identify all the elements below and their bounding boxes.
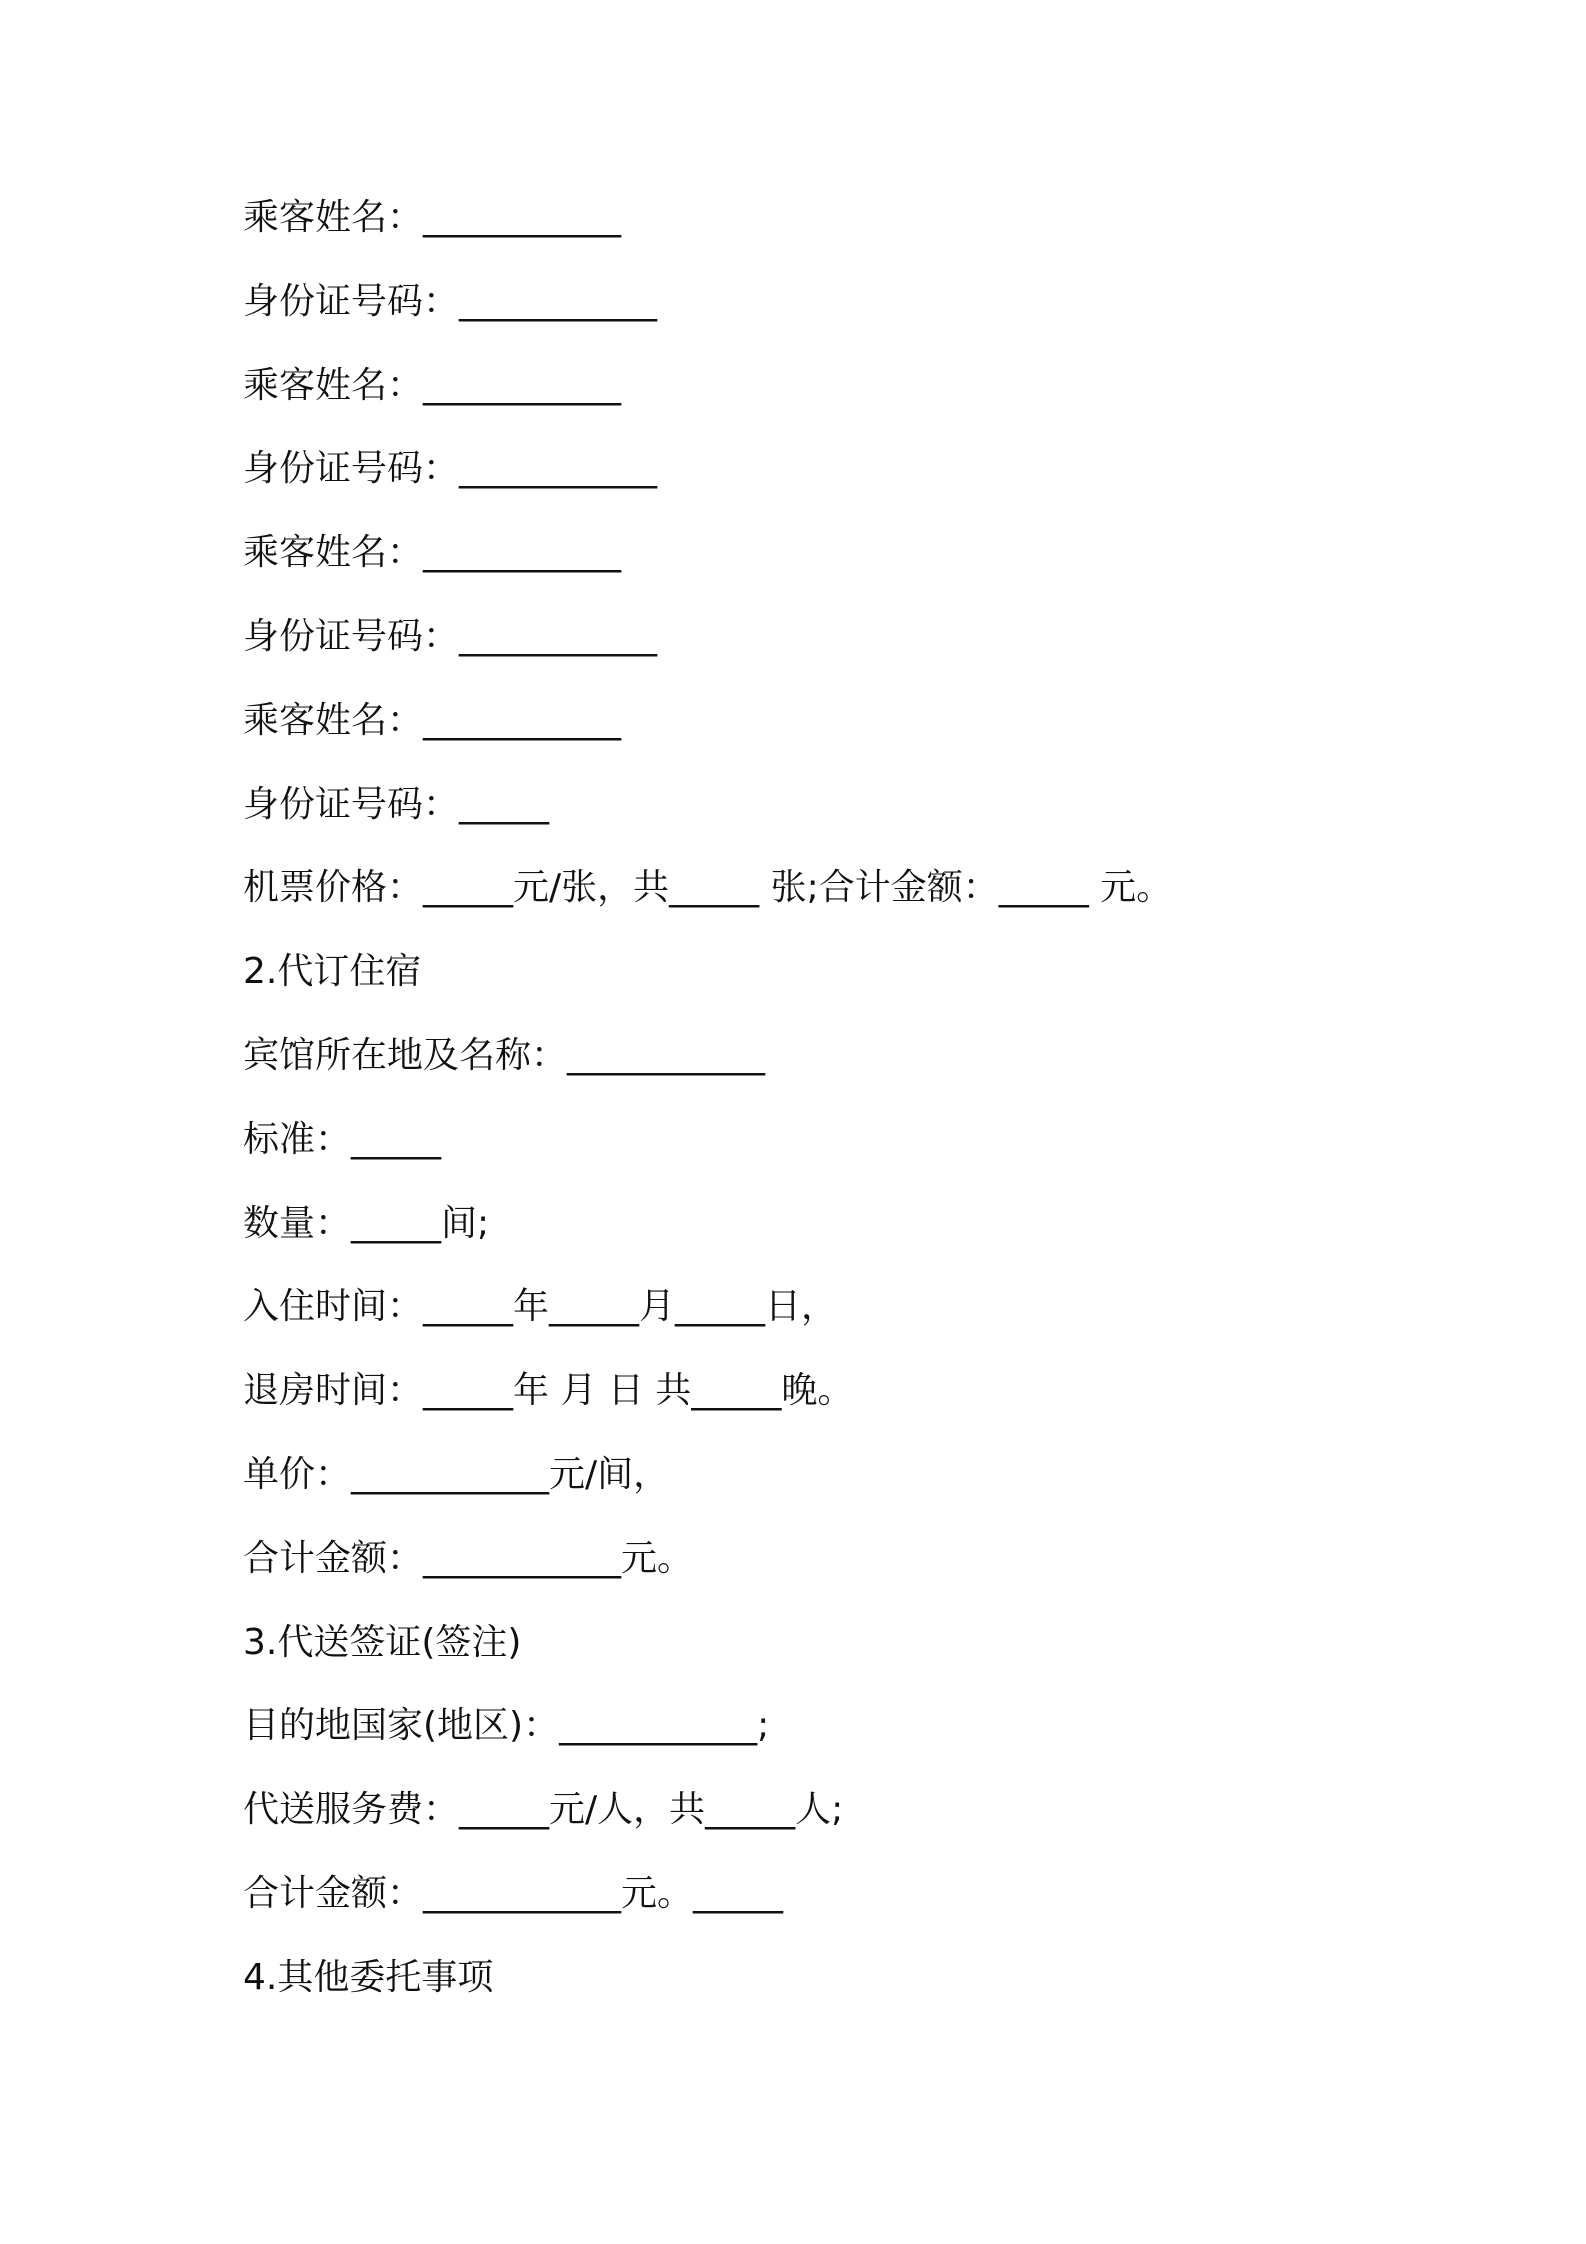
- section-heading-accommodation: 2.代订住宿: [243, 951, 422, 993]
- document-body: [243, 196, 1443, 2040]
- visa-total-line: 合计金额：___________元。_____: [243, 1872, 784, 1914]
- hotel-location-line: 宾馆所在地及名称：___________: [243, 1034, 766, 1076]
- check-in-date-line: 入住时间：_____年_____月_____日，: [243, 1286, 838, 1328]
- room-standard-line: 标准：_____: [243, 1118, 442, 1160]
- id-number-line-2: 身份证号码：___________: [243, 448, 658, 490]
- room-quantity-line: 数量：_____间;: [243, 1202, 490, 1244]
- passenger-name-line-3: 乘客姓名：___________: [243, 532, 622, 574]
- visa-service-fee-line: 代送服务费：_____元/人，共_____人;: [243, 1789, 844, 1831]
- accommodation-total-line: 合计金额：___________元。: [243, 1537, 694, 1579]
- id-number-line-1: 身份证号码：___________: [243, 280, 658, 322]
- id-number-line-3: 身份证号码：___________: [243, 615, 658, 657]
- section-heading-other: 4.其他委托事项: [243, 1956, 494, 1998]
- id-number-line-4: 身份证号码：_____: [243, 783, 550, 825]
- passenger-name-line-2: 乘客姓名：___________: [243, 364, 622, 406]
- section-heading-visa: 3.代送签证(签注): [243, 1621, 522, 1663]
- passenger-name-line-1: 乘客姓名：___________: [243, 197, 622, 238]
- unit-price-line: 单价：___________元/间，: [243, 1453, 670, 1495]
- passenger-name-line-4: 乘客姓名：___________: [243, 699, 622, 741]
- ticket-price-line: 机票价格：_____元/张，共_____ 张;合计金额：_____ 元。: [243, 867, 1173, 909]
- check-out-date-line: 退房时间：_____年 月 日 共_____晚。: [243, 1370, 854, 1412]
- destination-country-line: 目的地国家(地区)：___________;: [243, 1705, 770, 1747]
